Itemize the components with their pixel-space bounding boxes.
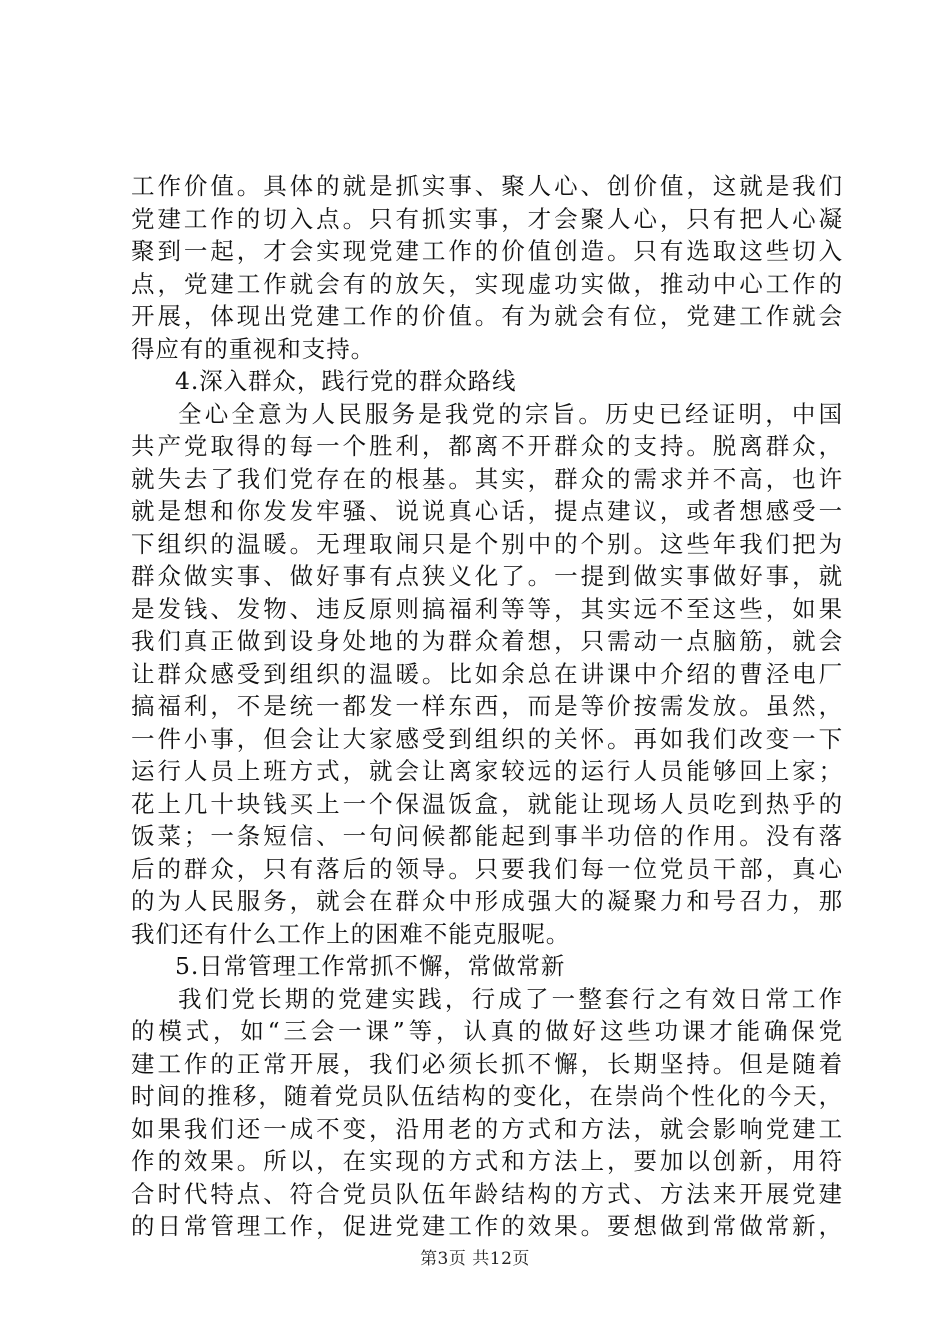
text-line: 的日常管理工作，促进党建工作的效果。要想做到常做常新， <box>131 1212 843 1240</box>
text-line: 后的群众，只有落后的领导。只要我们每一位党员干部，真心 <box>131 854 843 883</box>
text-line: 是发钱、发物、违反原则搞福利等等，其实远不至这些，如果 <box>131 594 843 623</box>
text-line: 点，党建工作就会有的放矢，实现虚功实做，推动中心工作的 <box>131 269 843 298</box>
text-line: 全心全意为人民服务是我党的宗旨。历史已经证明，中国 <box>178 399 843 428</box>
text-line: 我们党长期的党建实践，行成了一整套行之有效日常工作 <box>178 984 843 1013</box>
text-line: 共产党取得的每一个胜利，都离不开群众的支持。脱离群众， <box>131 432 843 460</box>
text-line: 作的效果。所以，在实现的方式和方法上，要加以创新，用符 <box>131 1147 843 1175</box>
page-number: 第3页 共12页 <box>420 1249 530 1269</box>
text-line: 聚到一起，才会实现党建工作的价值创造。只有选取这些切入 <box>131 237 843 265</box>
text-line: 就失去了我们党存在的根基。其实，群众的需求并不高，也许 <box>131 464 843 493</box>
text-line: 搞福利，不是统一都发一样东西，而是等价按需发放。虽然， <box>131 692 843 720</box>
section-heading: 5.日常管理工作常抓不懈，常做常新 <box>175 952 566 980</box>
text-line: 花上几十块钱买上一个保温饭盒，就能让现场人员吃到热乎的 <box>131 789 843 818</box>
text-line: 开展，体现出党建工作的价值。有为就会有位，党建工作就会 <box>131 302 843 330</box>
text-line: 运行人员上班方式，就会让离家较远的运行人员能够回上家； <box>131 757 843 785</box>
text-line: 的为人民服务，就会在群众中形成强大的凝聚力和号召力，那 <box>131 887 843 915</box>
text-line: 时间的推移，随着党员队伍结构的变化，在崇尚个性化的今天， <box>131 1082 843 1110</box>
text-line: 我们还有什么工作上的困难不能克服呢。 <box>131 919 571 948</box>
text-line: 就是想和你发发牢骚、说说真心话，提点建议，或者想感受一 <box>131 497 843 525</box>
text-line: 如果我们还一成不变，沿用老的方式和方法，就会影响党建工 <box>131 1114 843 1143</box>
page-footer <box>0 1244 950 1269</box>
text-line: 的模式，如“三会一课”等，认真的做好这些功课才能确保党 <box>131 1017 843 1045</box>
text-line: 饭菜；一条短信、一句问候都能起到事半功倍的作用。没有落 <box>131 822 843 850</box>
text-line: 一件小事，但会让大家感受到组织的关怀。再如我们改变一下 <box>131 724 843 753</box>
text-line: 工作价值。具体的就是抓实事、聚人心、创价值，这就是我们 <box>131 172 843 200</box>
text-line: 党建工作的切入点。只有抓实事，才会聚人心，只有把人心凝 <box>131 204 843 233</box>
text-line: 让群众感受到组织的温暖。比如余总在讲课中介绍的曹泾电厂 <box>131 659 843 688</box>
text-line: 下组织的温暖。无理取闹只是个别中的个别。这些年我们把为 <box>131 529 843 558</box>
text-line: 建工作的正常开展，我们必须长抓不懈，长期坚持。但是随着 <box>131 1049 843 1078</box>
text-line: 得应有的重视和支持。 <box>131 334 375 363</box>
text-line: 我们真正做到设身处地的为群众着想，只需动一点脑筋，就会 <box>131 627 843 655</box>
text-line: 群众做实事、做好事有点狭义化了。一提到做实事做好事，就 <box>131 562 843 590</box>
body-text <box>131 170 843 1243</box>
text-line: 合时代特点、符合党员队伍年龄结构的方式、方法来开展党建 <box>131 1179 843 1208</box>
section-heading: 4.深入群众，践行党的群众路线 <box>175 367 517 395</box>
